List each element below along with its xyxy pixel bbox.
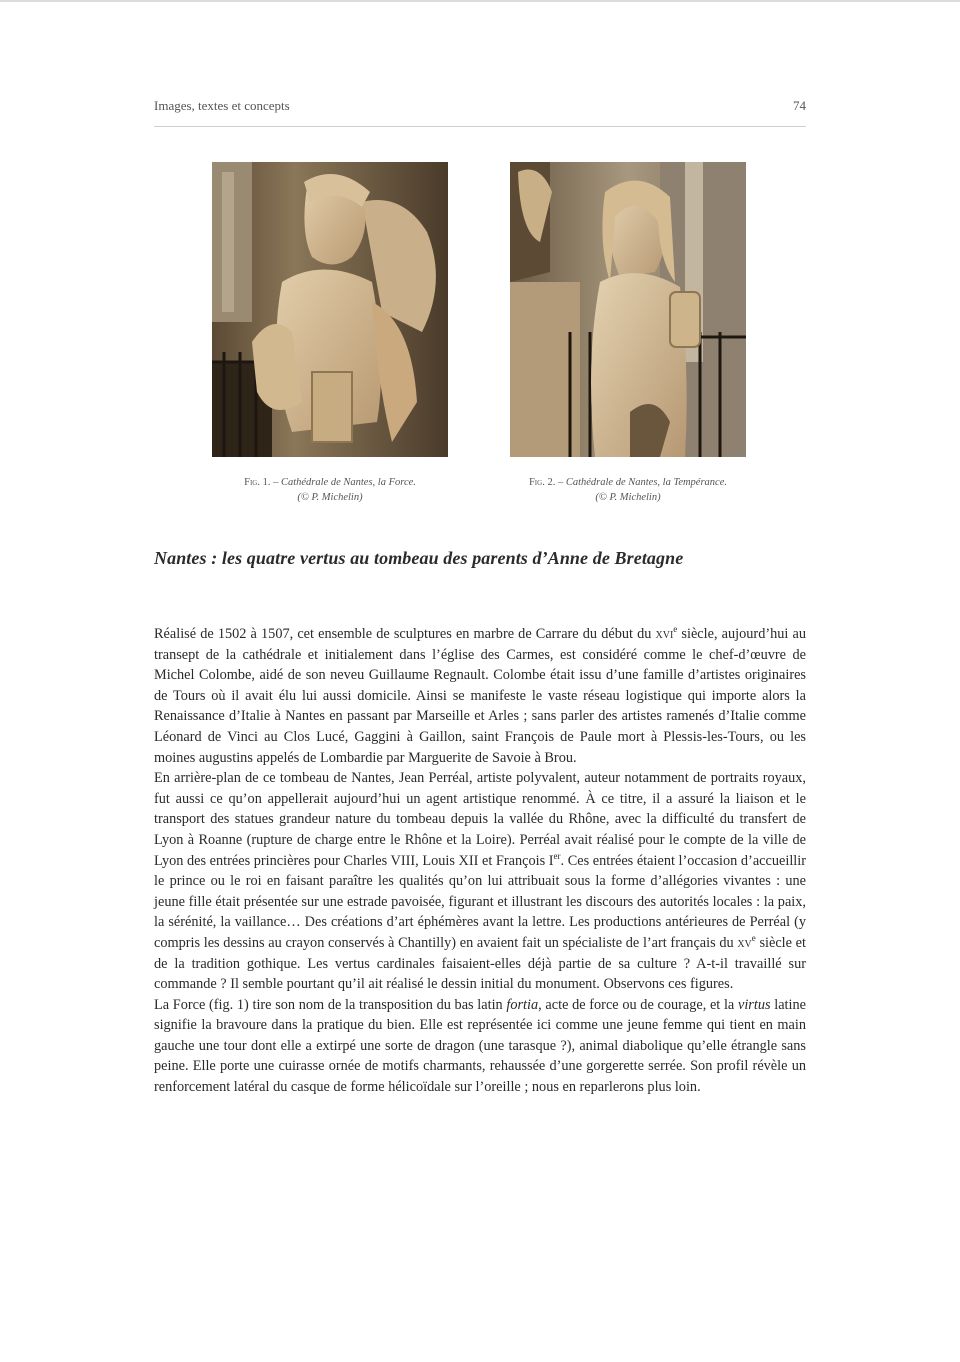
paragraph-2 xyxy=(154,768,806,995)
figure-2 xyxy=(510,162,746,505)
section-title: Nantes : les quatre vertus au tombeau des parents d’Anne de Bretagne xyxy=(154,548,684,568)
paragraph-3-text-b: , acte de force ou de courage, et la xyxy=(538,996,738,1013)
page-number: 74 xyxy=(793,98,806,113)
paragraph-2-text-b: . Ces entrées étaient l’occasion d’accueillir le prince ou le roi en faisant paraître les qualités qu’on lui attribuait sous la forme d’allégories vivantes : une jeune fille était présentée sur une estrade pavoisée, figurant et illustrant les discours des autorités locales : la paix, la sérénité, la vaillance… Des créations d’art éphémères avant la lettre. Les productions antérieures de Perréal (y compris les dessins au crayon conservés à Chantilly) en avaient fait un spécialiste de l’art français du xyxy=(154,852,806,951)
figure-2-caption xyxy=(510,475,746,505)
paragraph-1-text-a: Réalisé de 1502 à 1507, cet ensemble de sculptures en marbre de Carrare du début du xyxy=(154,626,656,642)
superscript-e-2: e xyxy=(751,933,756,944)
paragraph-2-text-c: siècle et de la tradition gothique. Les vertus cardinales faisaient-elles déjà partie de sa culture ? A-t-il travaillé sur commande ? Il semble pourtant qu’il ait réalisé le dessin initial du monument. Observons ces figures. xyxy=(154,934,806,993)
figure-2-label: Fig. 2. xyxy=(528,477,556,488)
figure-1-caption-text: – Cathédrale de Nantes, la Force. xyxy=(270,477,416,488)
paragraph-1 xyxy=(154,624,806,768)
paragraph-3 xyxy=(154,995,806,1098)
figure-2-caption-text: – Cathédrale de Nantes, la Tempérance. xyxy=(555,477,728,488)
paragraph-1-text-b: siècle, aujourd’hui au transept de la cathédrale et initialement dans l’église des Carmes, est considéré comme le chef-d’œuvre de Michel Colombe, aidé de son neveu Guillaume Regnault. Colombe était issu d’une famille d’artistes originaires de Tours où il avait élu lui aussi domicile. Ainsi se manifeste le vaste réseau logistique qui importe alors la Renaissance d’Italie à Nantes en passant par Marseille et Arles ; sans parler des artistes ramenés d’Italie comme Léonard de Vinci au Clos Lucé, Gaggini à Gaillon, saint François de Paule mort à Plessis-les-Tours, ou les moines augustins appelés de Lombardie par Marguerite de Savoie à Brou. xyxy=(154,626,806,766)
top-edge-rule xyxy=(0,0,960,2)
figure-1-caption xyxy=(212,475,448,505)
paragraph-3-text-c: latine signifie la bravoure dans la pratique du bien. Elle est représentée ici comme une jeune femme qui tient en main gauche une tour dont elle a extirpé une sorte de dragon (une tarasque ?), animal diabolique qu’elle étrangle sans peine. Elle porte une cuirasse ornée de motifs charmants, rehaussée d’une gorgerette serrée. Son profil révèle un renforcement latéral du casque de forme hélicoïdale sur l’oreille ; nous en reparlerons plus loin. xyxy=(154,996,806,1096)
body-text xyxy=(154,624,806,1098)
running-title: Images, textes et concepts xyxy=(154,98,290,113)
superscript-er: er xyxy=(553,850,561,861)
term-virtus: virtus xyxy=(737,996,771,1013)
running-header xyxy=(154,96,806,127)
figure-1-credit: (© P. Michelin) xyxy=(297,492,363,503)
paragraph-3-text-a: La Force (fig. 1) tire son nom de la transposition du bas latin xyxy=(154,996,507,1013)
paragraph-2-text-a: En arrière-plan de ce tombeau de Nantes, Jean Perréal, artiste polyvalent, auteur notamment de portraits royaux, fut aussi ce qu’on appellerait aujourd’hui un agent artistique renommé. À ce titre, il a assuré la liaison et le transport des statues grandeur nature du tombeau depuis la vallée du Rhône, avec la difficulté du transfert de Lyon à Roanne (rupture de charge entre le Rhône et la Loire). Perréal avait réalisé pour le compte de la ville de Lyon des entrées princières pour Charles VIII, Louis XII et François I xyxy=(154,770,806,869)
century-xvi: xvi xyxy=(655,626,674,642)
figure-1-label: Fig. 1. xyxy=(244,477,271,488)
figure-1 xyxy=(212,162,448,505)
term-fortia: fortia xyxy=(506,996,539,1013)
sculpture-force-photo xyxy=(212,162,448,457)
sculpture-temperance-photo xyxy=(510,162,746,457)
figure-2-credit: (© P. Michelin) xyxy=(595,492,661,503)
century-xv: xv xyxy=(737,934,752,951)
superscript-e: e xyxy=(673,624,678,635)
